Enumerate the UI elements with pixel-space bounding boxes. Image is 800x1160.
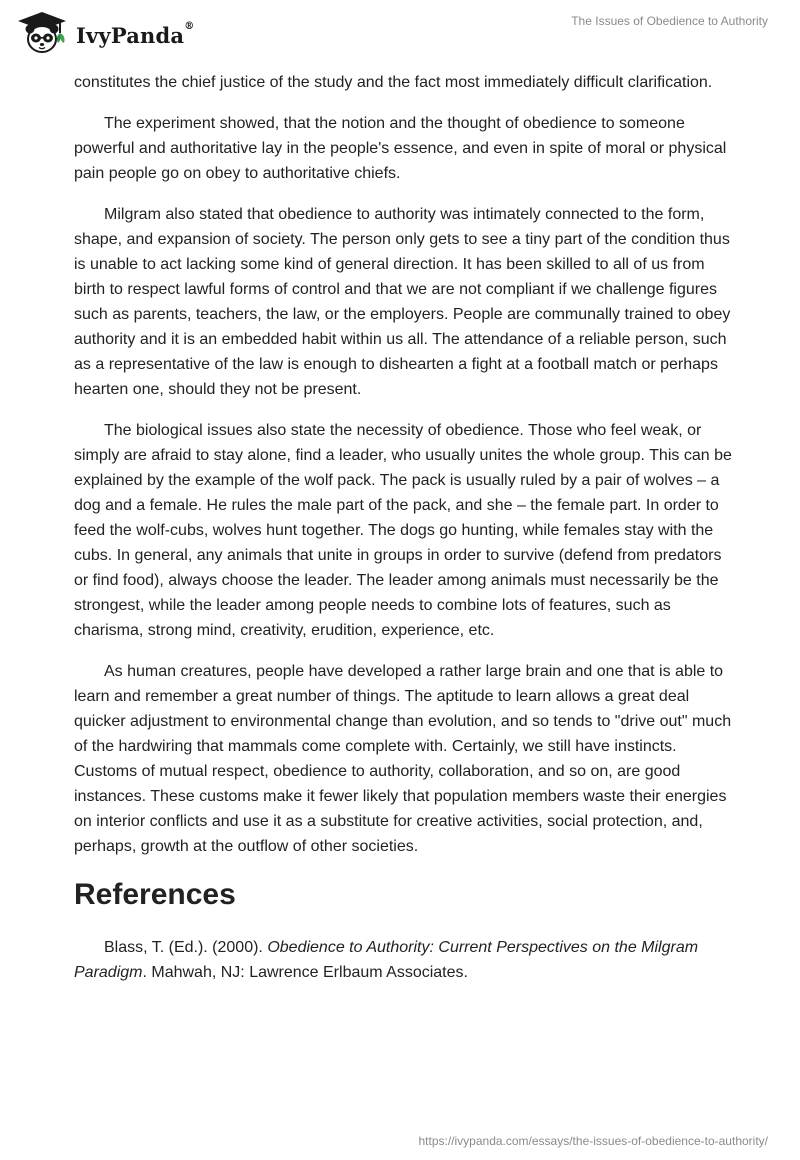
- paragraph: As human creatures, people have developed a rather large brain and one that is able to learn and remember a great number of things. The aptitude to learn allows a great deal quicker adjustment to environmental change than evolution, and so tends to "drive out" much of the hardwiring that mammals come complete with. Certainly, we still have instincts. Customs of mutual respect, obedience to authority, collaboration, and so on, are good instances. These customs make it fewer likely that population members waste their energies on interior conflicts and use it as a substitute for creative activities, social protection, and, perhaps, growth at the outflow of other societies.: [74, 663, 732, 855]
- reference-title: Obedience to Authority: Current Perspectives on the Milgram Paradigm: [74, 939, 699, 981]
- paragraph: The experiment showed, that the notion and the thought of obedience to someone powerful and authoritative lay in the people's essence, and even in spite of moral or physical pain people go on obey to authoritative chiefs.: [74, 115, 727, 182]
- ivypanda-logo[interactable]: [14, 10, 194, 56]
- page-header: [0, 0, 800, 66]
- reference-authors: Blass, T. (Ed.). (2000).: [104, 939, 268, 956]
- references-heading: References: [74, 878, 236, 911]
- paragraph: Milgram also stated that obedience to authority was intimately connected to the form, shape, and expansion of society. The person only gets to see a tiny part of the condition thus is unable to act lacking some kind of general direction. It has been skilled to all of us from birth to respect lawful forms of control and that we are not compliant if we challenge figures such as parents, teachers, the law, or the employers. People are communally trained to obey authority and it is an embedded habit within us all. The attendance of a reliable person, such as a representative of the law is enough to dishearten a fight at a football match or perhaps hearten one, should they not be present.: [74, 206, 731, 398]
- reference-entry: [74, 935, 734, 985]
- document-title: The Issues of Obedience to Authority: [571, 14, 768, 28]
- panda-graduate-icon: [14, 10, 70, 56]
- source-url-link[interactable]: https://ivypanda.com/essays/the-issues-of-obedience-to-authority/: [418, 1134, 768, 1148]
- essay-content: [74, 70, 734, 1001]
- registered-mark: ®: [184, 20, 195, 32]
- paragraph: The biological issues also state the necessity of obedience. Those who feel weak, or simply are afraid to stay alone, find a leader, who usually unites the whole group. This can be explained by the example of the wolf pack. The pack is usually ruled by a pair of wolves – a dog and a female. He rules the male part of the pack, and she – the female part. In order to feed the wolf-cubs, wolves hunt together. The dogs go hunting, while females stay with the cubs. In general, any animals that unite in groups in order to survive (defend from predators or find food), always choose the leader. The leader among animals must necessarily be the strongest, while the leader among people needs to combine lots of features, such as charisma, strong mind, creativity, erudition, experience, etc.: [74, 422, 732, 639]
- brand-name: [76, 20, 195, 48]
- brand-label: IvyPanda: [76, 22, 185, 48]
- reference-publisher: . Mahwah, NJ: Lawrence Erlbaum Associates.: [142, 964, 468, 981]
- paragraph-continuation: constitutes the chief justice of the study and the fact most immediately difficult clarification.: [74, 74, 713, 91]
